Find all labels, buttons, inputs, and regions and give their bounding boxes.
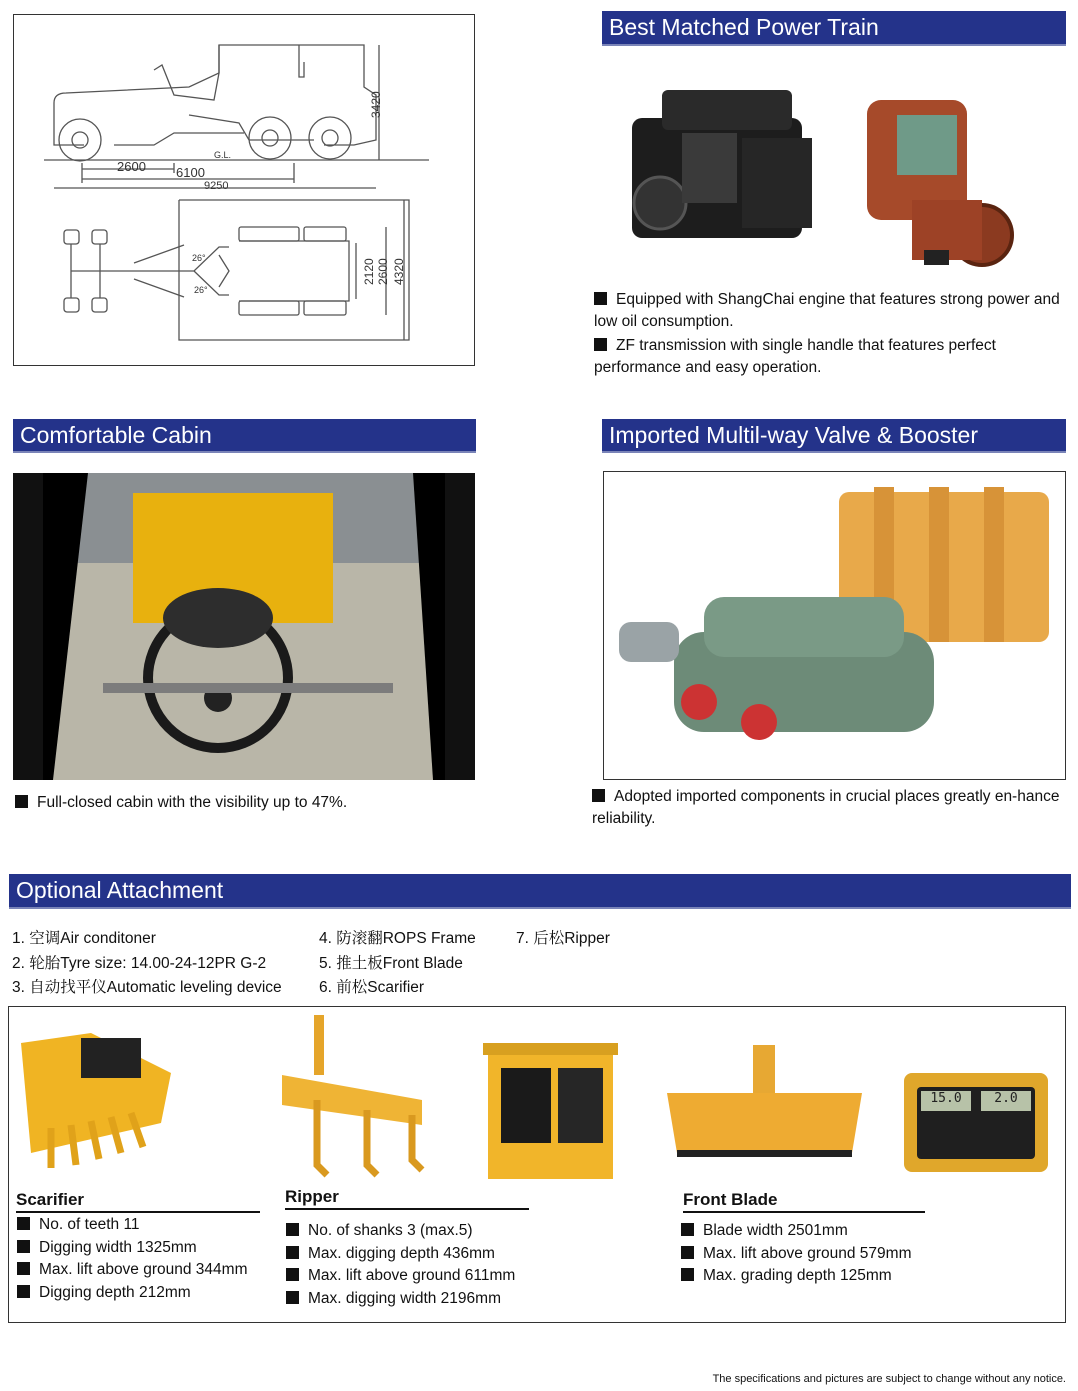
ripper-specs <box>286 1220 515 1310</box>
attachment-list-col-3 <box>516 927 610 952</box>
footer-disclaimer: The specifications and pictures are subject to change without any notice. <box>712 1373 1066 1385</box>
valve-photo-frame <box>603 471 1066 780</box>
dim-6100: 6100 <box>176 165 205 180</box>
spec-item: Max. lift above ground 579mm <box>681 1243 912 1266</box>
dim-2600: 2600 <box>117 159 146 174</box>
cabin-photo <box>13 473 475 780</box>
bullet-square <box>592 789 605 802</box>
bullet-square <box>15 795 28 808</box>
optional-attachment-banner: Optional Attachment <box>9 874 1071 909</box>
ground-line-label: G.L. <box>214 150 232 160</box>
attachment-item: 1. 空调Air conditoner <box>12 930 156 947</box>
front-blade-specs <box>681 1220 912 1288</box>
rops-cab-photo <box>483 1043 618 1181</box>
attachment-item: 4. 防滚翻ROPS Frame <box>319 930 476 947</box>
grader-dimension-svg <box>14 15 474 365</box>
attachment-item: 2. 轮胎Tyre size: 14.00-24-12PR G-2 <box>12 954 267 972</box>
engine-photo <box>622 78 827 260</box>
valve-bullet: Adopted imported components in crucial places greatly en-hance reliability. <box>592 788 1060 827</box>
dim-9250: 9250 <box>204 180 229 192</box>
dim-angle-lower: 26° <box>194 285 208 295</box>
transmission-photo <box>852 80 1020 272</box>
dimension-drawing <box>13 14 475 366</box>
scarifier-photo <box>21 1033 181 1175</box>
dim-4320: 4320 <box>392 258 406 285</box>
ripper-title: Ripper <box>285 1187 529 1210</box>
power-train-banner: Best Matched Power Train <box>602 11 1066 46</box>
front-blade-photo <box>667 1045 862 1160</box>
scarifier-title: Scarifier <box>16 1190 260 1213</box>
dim-2600-top: 2600 <box>376 258 390 285</box>
valve-booster-photo <box>604 472 1065 779</box>
spec-item: No. of shanks 3 (max.5) <box>286 1220 515 1243</box>
spec-item: No. of teeth 11 <box>17 1214 248 1237</box>
spec-item: Max. grading depth 125mm <box>681 1265 912 1288</box>
front-blade-title: Front Blade <box>683 1190 925 1213</box>
attachment-item: 6. 前松Scarifier <box>319 979 425 996</box>
auto-leveler-display <box>904 1073 1048 1172</box>
attachment-list-col-2 <box>319 927 476 1001</box>
bullet-square <box>594 292 607 305</box>
cabin-bullet: Full-closed cabin with the visibility up to 47%. <box>15 792 475 814</box>
spec-item: Max. lift above ground 344mm <box>17 1259 248 1282</box>
spec-item: Max. lift above ground 611mm <box>286 1265 515 1288</box>
leveler-screen <box>917 1087 1035 1159</box>
cabin-banner: Comfortable Cabin <box>13 419 476 453</box>
scarifier-specs <box>17 1214 248 1304</box>
spec-item: Max. digging depth 436mm <box>286 1243 515 1266</box>
leveler-readout-left: 15.0 <box>921 1091 971 1111</box>
dim-3420: 3420 <box>369 91 383 118</box>
valve-banner: Imported Multil-way Valve & Booster <box>602 419 1066 453</box>
spec-item: Digging width 1325mm <box>17 1237 248 1260</box>
spec-item: Max. digging width 2196mm <box>286 1288 515 1311</box>
ripper-photo <box>272 1015 442 1178</box>
attachment-item: 5. 推土板Front Blade <box>319 954 463 972</box>
power-train-bullet-1: Equipped with ShangChai engine that features strong power and low oil consumption. <box>594 291 1060 330</box>
attachment-item: 3. 自动找平仪Automatic leveling device <box>12 979 282 996</box>
spec-item: Blade width 2501mm <box>681 1220 912 1243</box>
dim-2120: 2120 <box>362 258 376 285</box>
spec-item: Digging depth 212mm <box>17 1282 248 1305</box>
dim-angle-upper: 26° <box>192 253 206 263</box>
attachment-item: 7. 后松Ripper <box>516 930 610 947</box>
power-train-bullet-2: ZF transmission with single handle that features perfect performance and easy operation. <box>594 337 996 376</box>
leveler-readout-right: 2.0 <box>981 1091 1031 1111</box>
bullet-square <box>594 338 607 351</box>
attachment-list-col-1 <box>12 927 282 1001</box>
